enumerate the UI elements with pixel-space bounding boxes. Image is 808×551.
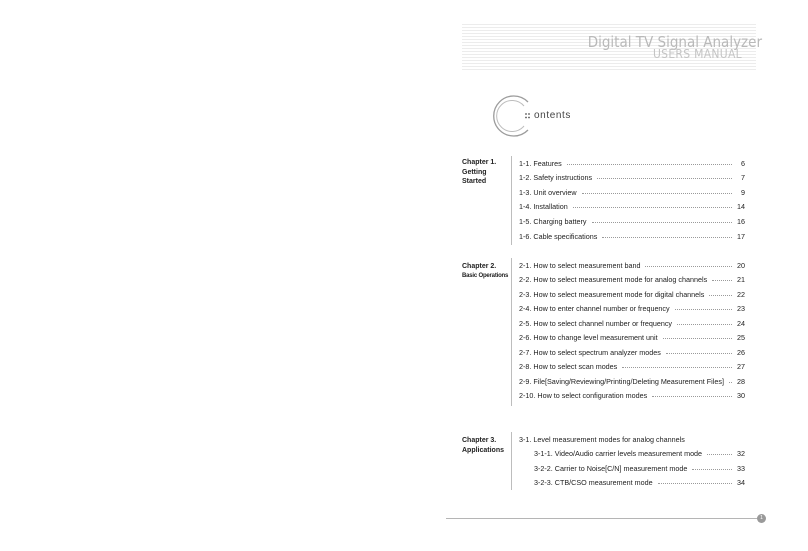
toc-entry-2-2[interactable]: 2-2. How to select measurement mode for analog channels 21 [519, 275, 745, 284]
chapter-1-name: Chapter 1. [462, 159, 497, 166]
toc-entry-1-6[interactable]: 1-6. Cable specifications 17 [519, 232, 745, 241]
chapter-2-sub: Basic Operations [462, 272, 509, 279]
toc-entry-3-2-3[interactable]: 3-2-3. CTB/CSO measurement mode 34 [534, 478, 745, 487]
chapter-1-divider [511, 156, 512, 245]
chapter-1-heading [462, 158, 500, 187]
chapter-3-divider [511, 432, 512, 490]
toc-entry-3-1-1[interactable]: 3-1-1. Video/Audio carrier levels measurement mode 32 [534, 449, 745, 458]
footer-rule [446, 518, 758, 519]
toc-entry-2-3[interactable]: 2-3. How to select measurement mode for digital channels 22 [519, 290, 745, 299]
toc-entry-2-10[interactable]: 2-10. How to select configuration modes 30 [519, 391, 745, 400]
chapter-3-heading [462, 436, 504, 455]
toc-entry-1-1[interactable]: 1-1. Features 6 [519, 159, 745, 168]
toc-entry-1-5[interactable]: 1-5. Charging battery 16 [519, 217, 745, 226]
toc-entry-1-4[interactable]: 1-4. Installation 14 [519, 202, 745, 211]
toc-entry-3-2-2[interactable]: 3-2-2. Carrier to Noise[C/N] measurement mode 33 [534, 464, 745, 473]
manual-subtitle: USERS MANUAL [652, 47, 742, 61]
toc-entry-3-1[interactable]: 3-1. Level measurement modes for analog channels [519, 435, 685, 444]
toc-entry-2-9[interactable]: 2-9. File[Saving/Reviewing/Printing/Deleting Measurement Files] 28 [519, 377, 745, 386]
chapter-2-heading [462, 262, 508, 281]
manual-title: Digital TV Signal Analyzer [587, 33, 762, 51]
toc-entry-2-1[interactable]: 2-1. How to select measurement band 20 [519, 261, 745, 270]
chapter-1-sub: Getting Started [462, 168, 487, 185]
toc-entry-2-7[interactable]: 2-7. How to select spectrum analyzer modes 26 [519, 348, 745, 357]
chapter-3-name: Chapter 3. [462, 437, 497, 444]
contents-heading: ontents [534, 110, 572, 121]
chapter-2-name: Chapter 2. [462, 263, 497, 270]
toc-entry-2-4[interactable]: 2-4. How to enter channel number or frequency 23 [519, 304, 745, 313]
toc-entry-2-5[interactable]: 2-5. How to select channel number or frequency 24 [519, 319, 745, 328]
toc-entry-2-8[interactable]: 2-8. How to select scan modes 27 [519, 362, 745, 371]
toc-entry-1-3[interactable]: 1-3. Unit overview 9 [519, 188, 745, 197]
contents-logo-c-icon [488, 93, 534, 139]
toc-entry-2-6[interactable]: 2-6. How to change level measurement unit 25 [519, 333, 745, 342]
toc-entry-1-2[interactable]: 1-2. Safety instructions 7 [519, 173, 745, 182]
chapter-2-divider [511, 258, 512, 406]
chapter-3-sub: Applications [462, 446, 505, 454]
page-number-badge: 1 [757, 514, 766, 523]
